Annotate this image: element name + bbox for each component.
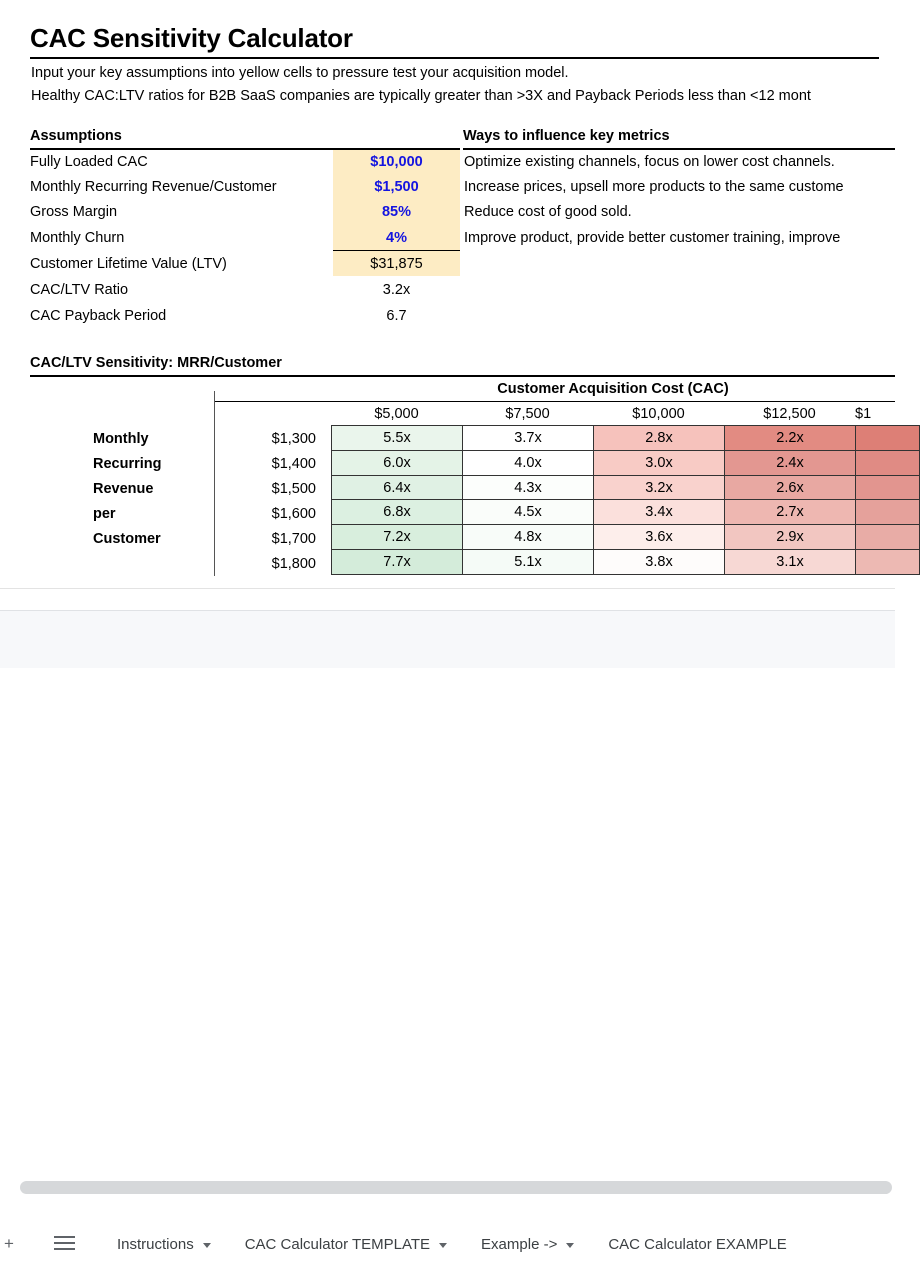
intro-line-2: Healthy CAC:LTV ratios for B2B SaaS companies are typically greater than >3X and Payback Periods less than <12 mont <box>31 88 811 104</box>
sensitivity-cell[interactable]: 2.7x <box>725 500 856 525</box>
cac-column-header: $12,500 <box>763 406 816 422</box>
influence-row: Improve product, provide better customer training, improve <box>464 230 841 246</box>
sheet-tab-label: CAC Calculator TEMPLATE <box>244 1236 431 1253</box>
sheet-tab-bar <box>0 610 895 1253</box>
sensitivity-cell[interactable]: 5.5x <box>332 426 463 451</box>
sensitivity-cell[interactable] <box>856 550 920 575</box>
sensitivity-matrix <box>331 425 920 575</box>
assumption-label: CAC/LTV Ratio <box>30 282 129 298</box>
sheet-tab-label: Example -> <box>481 1236 558 1253</box>
sensitivity-cell[interactable]: 4.3x <box>463 476 594 501</box>
title-divider <box>30 57 879 59</box>
cac-column-header: $5,000 <box>374 406 419 422</box>
assumption-value[interactable]: 85% <box>381 204 412 220</box>
table-row <box>332 525 920 550</box>
intro-line-1: Input your key assumptions into yellow cells to pressure test your acquisition model. <box>31 65 569 81</box>
assumption-label: Customer Lifetime Value (LTV) <box>30 256 227 272</box>
assumption-value[interactable]: $1,500 <box>374 179 419 195</box>
sensitivity-cell[interactable]: 4.8x <box>463 525 594 550</box>
sensitivity-cell[interactable]: 5.1x <box>463 550 594 575</box>
mrr-row-header: $1,600 <box>271 506 316 522</box>
sheet-tab[interactable] <box>100 1221 228 1268</box>
assumption-value: 3.2x <box>382 282 411 298</box>
row-axis-word: Customer <box>93 531 161 547</box>
sensitivity-divider <box>30 375 895 377</box>
sensitivity-title: CAC/LTV Sensitivity: MRR/Customer <box>30 355 282 371</box>
mrr-row-header: $1,300 <box>271 431 316 447</box>
assumption-value[interactable]: $10,000 <box>370 154 423 170</box>
influence-row: Optimize existing channels, focus on lower cost channels. <box>464 154 835 170</box>
sensitivity-cell[interactable]: 3.4x <box>594 500 725 525</box>
sensitivity-cell[interactable]: 3.2x <box>594 476 725 501</box>
sensitivity-cell[interactable]: 2.6x <box>725 476 856 501</box>
assumption-label: CAC Payback Period <box>30 308 167 324</box>
cac-group-header: Customer Acquisition Cost (CAC) <box>497 381 729 397</box>
assumption-label: Monthly Recurring Revenue/Customer <box>30 179 277 195</box>
sensitivity-cell[interactable]: 4.5x <box>463 500 594 525</box>
sheet-tabs-list <box>100 1221 804 1268</box>
chevron-down-icon[interactable] <box>566 1243 574 1248</box>
table-row <box>332 451 920 476</box>
assumption-value[interactable]: 4% <box>386 230 407 246</box>
cac-column-header: $7,500 <box>505 406 550 422</box>
sensitivity-cell[interactable]: 4.0x <box>463 451 594 476</box>
sensitivity-cell[interactable]: 3.1x <box>725 550 856 575</box>
sheet-tab[interactable] <box>228 1221 464 1268</box>
sensitivity-cell[interactable]: 3.6x <box>594 525 725 550</box>
sensitivity-cell[interactable]: 2.4x <box>725 451 856 476</box>
sensitivity-cell[interactable] <box>856 451 920 476</box>
sensitivity-cell[interactable]: 3.8x <box>594 550 725 575</box>
sensitivity-cell[interactable] <box>856 525 920 550</box>
row-axis-word: per <box>93 506 116 522</box>
cac-header-divider <box>214 401 895 402</box>
assumption-label: Gross Margin <box>30 204 118 220</box>
chevron-down-icon[interactable] <box>203 1243 211 1248</box>
sensitivity-cell[interactable] <box>856 476 920 501</box>
sheet-tab[interactable] <box>464 1221 591 1268</box>
cac-column-header: $1 <box>855 406 872 422</box>
mrr-row-header: $1,800 <box>271 556 316 572</box>
cac-column-header: $10,000 <box>632 406 685 422</box>
table-row <box>332 426 920 451</box>
sensitivity-cell[interactable]: 2.2x <box>725 426 856 451</box>
chevron-down-icon[interactable] <box>439 1243 447 1248</box>
assumption-value: $31,875 <box>370 256 423 272</box>
sheet-tab-label: Instructions <box>117 1236 194 1253</box>
table-row <box>332 550 920 575</box>
sensitivity-cell[interactable]: 2.8x <box>594 426 725 451</box>
page-title: CAC Sensitivity Calculator <box>30 23 353 53</box>
table-row <box>332 476 920 501</box>
horizontal-scrollbar-track[interactable] <box>0 588 895 611</box>
influence-row: Increase prices, upsell more products to the same custome <box>464 179 844 195</box>
row-axis-word: Monthly <box>93 431 149 447</box>
assumption-value: 6.7 <box>386 308 407 324</box>
mrr-row-header: $1,400 <box>271 456 316 472</box>
row-axis-word: Revenue <box>93 481 154 497</box>
sensitivity-cell[interactable]: 6.4x <box>332 476 463 501</box>
sensitivity-cell[interactable] <box>856 426 920 451</box>
sensitivity-cell[interactable]: 6.8x <box>332 500 463 525</box>
sensitivity-cell[interactable] <box>856 500 920 525</box>
assumption-label: Fully Loaded CAC <box>30 154 148 170</box>
sensitivity-cell[interactable]: 3.7x <box>463 426 594 451</box>
influence-row: Reduce cost of good sold. <box>464 204 632 220</box>
sheet-tab[interactable] <box>591 1221 803 1268</box>
sensitivity-cell[interactable]: 6.0x <box>332 451 463 476</box>
sensitivity-cell[interactable]: 7.2x <box>332 525 463 550</box>
row-axis-divider <box>214 391 215 576</box>
mrr-row-header: $1,500 <box>271 481 316 497</box>
row-axis-word: Recurring <box>93 456 162 472</box>
sensitivity-cell[interactable]: 2.9x <box>725 525 856 550</box>
sheet-tab-label: CAC Calculator EXAMPLE <box>608 1236 787 1253</box>
sensitivity-cell[interactable]: 7.7x <box>332 550 463 575</box>
influence-header: Ways to influence key metrics <box>463 128 670 144</box>
assumptions-header: Assumptions <box>30 128 122 144</box>
table-row <box>332 500 920 525</box>
assumption-label: Monthly Churn <box>30 230 125 246</box>
mrr-row-header: $1,700 <box>271 531 316 547</box>
all-sheets-icon[interactable] <box>50 1229 78 1257</box>
intro-text <box>31 62 901 108</box>
horizontal-scrollbar-thumb[interactable] <box>20 1181 892 1194</box>
sensitivity-cell[interactable]: 3.0x <box>594 451 725 476</box>
add-sheet-button[interactable]: + <box>4 1234 14 1253</box>
